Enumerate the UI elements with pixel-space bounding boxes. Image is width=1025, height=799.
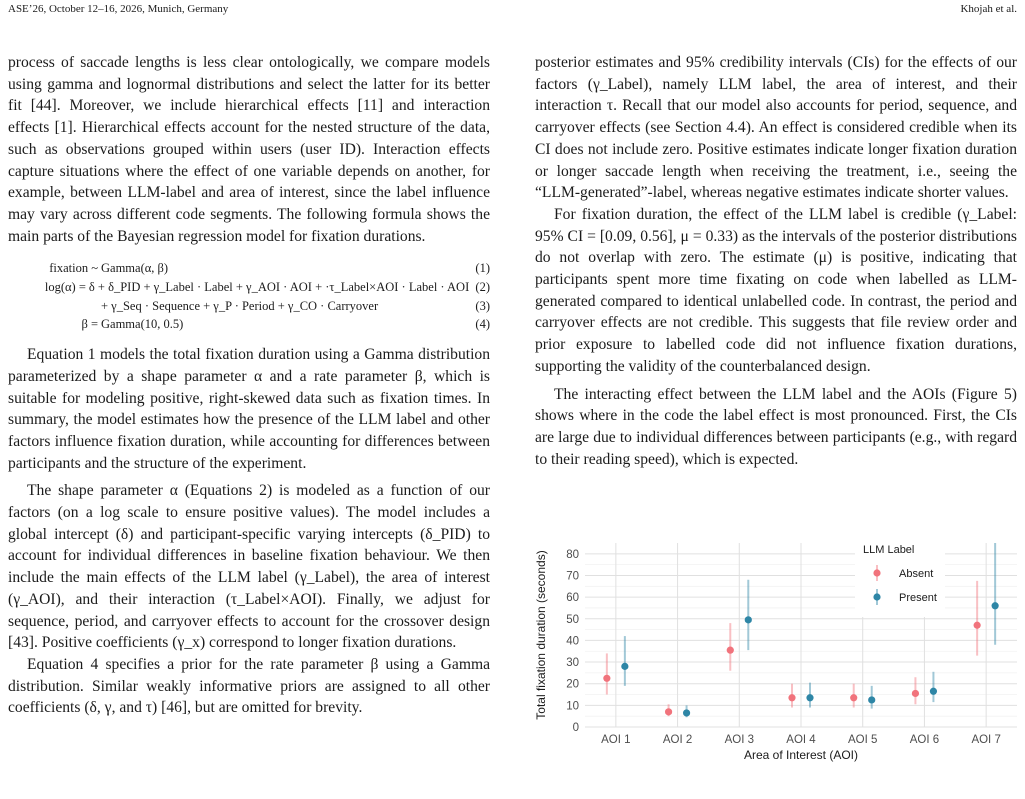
equation-number: (1) (475, 261, 490, 276)
point-present (992, 602, 999, 609)
point-absent (727, 647, 734, 654)
equation-number: (3) (475, 298, 490, 313)
point-present (683, 709, 690, 716)
x-tick-label: AOI 1 (601, 734, 631, 746)
equation-1 (8, 259, 490, 278)
paragraph: Equation 1 models the total fixation duration using a Gamma distribution parameterized by a shape parameter α and a rate parameter β, which is suitable for modeling positive, right-skewed data such as fixation times. In summary, the model estimates how the presence of the LLM label and other factors influence fixation duration, while accounting for differences between participants and the structure of the experiment. (8, 346, 490, 472)
equation-rhs: Gamma(α, β) (101, 261, 169, 276)
chart-canvas (533, 537, 1021, 777)
x-tick-label: AOI 4 (786, 734, 816, 746)
x-tick-label: AOI 2 (662, 734, 693, 746)
legend-title: LLM Label (863, 544, 915, 556)
point-absent (788, 694, 795, 701)
conference-info: ASE’26, October 12–16, 2026, Munich, Germany (8, 3, 229, 15)
y-tick-label: 80 (566, 548, 579, 561)
y-tick-label: 40 (566, 635, 579, 648)
paragraph: For fixation duration, the effect of the LLM label is credible (γ_Label: 95% CI = [0.09, 0.56], μ = 0.33) as the intervals of the posterior distributions do not overlap with zero. The estimate (μ) is positive, indicating that participants spent more time fixating on code when labelled as LLM-generated compared to identical unlabelled code. In contrast, the period and carryover effects are not credible. This suggests that file review order and prior exposure to labelled code did not influence fixation durations, supporting the validity of the counterbalanced design. (535, 205, 1017, 375)
point-present (745, 616, 752, 623)
equation-rhs: δ + δ_PID + γ_Label · Label + γ_AOI · AOI + ·τ_Label×AOI · Label · AOI (88, 280, 470, 295)
x-axis-title: Area of Interest (AOI) (743, 748, 859, 762)
point-absent (665, 708, 672, 715)
point-absent (912, 690, 919, 697)
legend-label-absent: Absent (899, 568, 934, 580)
right-column (535, 52, 1017, 470)
x-tick-label: AOI 6 (909, 734, 940, 746)
point-present (806, 694, 813, 701)
x-tick-label: AOI 3 (724, 734, 754, 746)
authors-running-head: Khojah et al. (960, 3, 1017, 15)
legend-label-present: Present (899, 592, 937, 604)
point-present (930, 688, 937, 695)
y-tick-label: 30 (566, 657, 579, 670)
y-tick-label: 10 (566, 700, 579, 713)
equation-rhs: + γ_Seq · Sequence + γ_P · Period + γ_CO · Carryover (101, 298, 379, 313)
x-tick-label: AOI 5 (848, 734, 878, 746)
page-header (8, 3, 1017, 19)
equation-lhs: β = (81, 317, 98, 332)
point-present (868, 696, 875, 703)
point-absent (603, 675, 610, 682)
equation-2 (8, 278, 490, 297)
equation-3 (8, 297, 490, 316)
equation-number: (2) (475, 280, 490, 295)
equation-lhs: log(α) = (44, 280, 86, 295)
point-absent (850, 694, 857, 701)
point-absent (974, 622, 981, 629)
y-tick-label: 60 (566, 592, 579, 605)
y-tick-label: 70 (566, 570, 579, 583)
paragraph: The interacting effect between the LLM label and the AOIs (Figure 5) shows where in the code the label effect is most pronounced. First, the CIs are large due to individual differences between participants (e.g., with regard to their reading speed), which is expected. (535, 385, 1017, 468)
paragraph: posterior estimates and 95% credibility intervals (CIs) for the effects of our factors (γ_Label), namely LLM label, the area of interest, and their interaction τ. Recall that our model also accounts for period, sequence, and carryover effects (see Section 4.4). An effect is considered credible when its CI does not include zero. Positive estimates indicate longer fixation duration or longer saccade length when receiving the treatment, i.e., seeing the “LLM-generated”-label, whereas negative estimates indicate shorter values. (535, 54, 1017, 202)
point-present (621, 663, 628, 670)
legend-swatch-point (873, 593, 880, 600)
left-column (8, 52, 490, 719)
equation-number: (4) (475, 317, 490, 332)
equations (8, 259, 490, 334)
x-tick-label: AOI 7 (971, 734, 1001, 746)
equation-rhs: Gamma(10, 0.5) (101, 317, 184, 332)
paragraph: process of saccade lengths is less clear ontologically, we compare models using gamma and lognormal distributions and select the latter for its better fit [44]. Moreover, we include hierarchical effects [11] and interaction effects [1]. Hierarchical effects account for the nested structure of the data, such as observations grouped within users (user ID). Interaction effects capture situations where the effect of one variable depends on another, for example, between LLM-label and area of interest, since the label influence may vary across different code segments. The following formula shows the main parts of the Bayesian regression model for fixation durations. (8, 54, 490, 245)
legend-swatch-point (873, 569, 880, 576)
fixation-duration-chart (533, 537, 1021, 777)
equation-4 (8, 315, 490, 334)
paragraph: Equation 4 specifies a prior for the rate parameter β using a Gamma distribution. Similar weakly informative priors are assigned to all other coefficients (δ, γ, and τ) [46], but are omitted for brevity. (8, 655, 490, 717)
y-tick-label: 50 (566, 613, 579, 626)
paragraph: The shape parameter α (Equations 2) is modeled as a function of our factors (on a log scale to ensure positive values). The model includes a global intercept (δ) and participant-specific varying intercepts (δ_PID) to account for individual differences in baseline fixation behaviour. We then include the main effects of the LLM label (γ_Label), the area of interest (γ_AOI), and their interaction (τ_Label×AOI). Finally, we adjust for sequence, period, and carryover effects to account for the crossover design [43]. Positive coefficients (γ_x) correspond to longer fixation durations. (8, 482, 490, 652)
y-tick-label: 0 (572, 722, 579, 734)
y-tick-label: 20 (566, 678, 579, 691)
equation-lhs: fixation ~ (49, 261, 98, 276)
y-axis-title: Total fixation duration (seconds) (534, 550, 548, 720)
